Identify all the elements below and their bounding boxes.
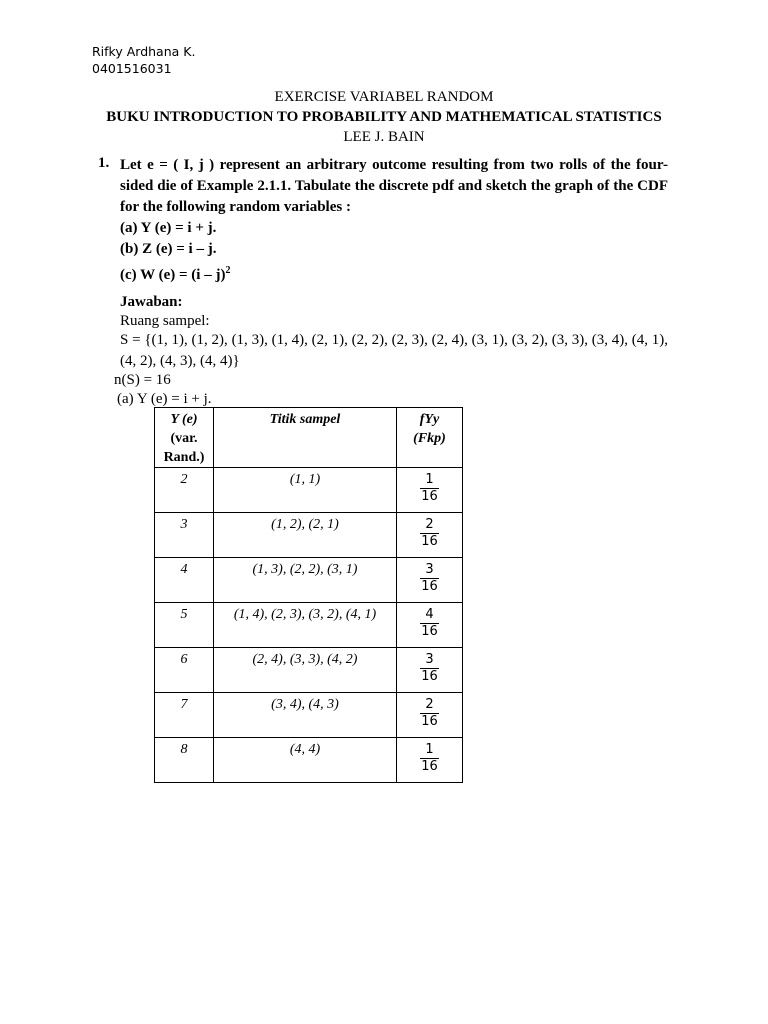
book-author: LEE J. BAIN <box>343 129 425 145</box>
cell-pdf: $\frac{3}{16}$ <box>397 558 463 603</box>
cell-pdf: $\frac{4}{16}$ <box>397 603 463 648</box>
header-pdf: fYy (Fkp) <box>397 408 463 468</box>
table-row <box>155 738 463 783</box>
question-part-a: (a) Y (e) = i + j. <box>120 220 217 236</box>
table-row <box>155 468 463 513</box>
question-number: 1. <box>98 155 110 171</box>
table-header-row <box>155 408 463 468</box>
cell-y: 6 <box>155 648 214 693</box>
cell-points: (4, 4) <box>214 738 397 783</box>
cell-y: 2 <box>155 468 214 513</box>
answer-label: Jawaban: <box>120 294 183 310</box>
cell-pdf: $\frac{3}{16}$ <box>397 648 463 693</box>
cell-y: 4 <box>155 558 214 603</box>
cell-y: 3 <box>155 513 214 558</box>
table-row <box>155 693 463 738</box>
cell-pdf: $\frac{2}{16}$ <box>397 693 463 738</box>
cell-points: (1, 4), (2, 3), (3, 2), (4, 1) <box>214 603 397 648</box>
cell-y: 5 <box>155 603 214 648</box>
cell-points: (1, 1) <box>214 468 397 513</box>
book-title: BUKU INTRODUCTION TO PROBABILITY AND MATHEMATICAL STATISTICS <box>106 109 662 125</box>
question-part-c: (c) W (e) = (i – j)$^2$ <box>120 265 231 283</box>
cell-points: (1, 2), (2, 1) <box>214 513 397 558</box>
cell-points: (3, 4), (4, 3) <box>214 693 397 738</box>
table-row <box>155 603 463 648</box>
question-text: Let e = ( I, j ) represent an arbitrary outcome resulting from two rolls of the four-sided die of Example 2.1.1. Tabulate the discrete pdf and sketch the graph of the CDF for the following random variables : <box>120 157 668 215</box>
cell-pdf: $\frac{1}{16}$ <box>397 468 463 513</box>
sample-space: S = {(1, 1), (1, 2), (1, 3), (1, 4), (2, 1), (2, 2), (2, 3), (2, 4), (3, 1), (3, 2), (3, 3), (3, 4), (4, 1), (4, 2), (4, 3), (4, 4)} <box>120 332 668 369</box>
table-row <box>155 648 463 693</box>
sample-space-size: n(S) = 16 <box>114 372 171 388</box>
cell-pdf: $\frac{2}{16}$ <box>397 513 463 558</box>
cell-y: 7 <box>155 693 214 738</box>
cell-pdf: $\frac{1}{16}$ <box>397 738 463 783</box>
table-row <box>155 513 463 558</box>
table-row <box>155 558 463 603</box>
author-id: 0401516031 <box>92 61 172 76</box>
author-name: Rifky Ardhana K. <box>92 44 196 59</box>
question-part-b: (b) Z (e) = i – j. <box>120 241 217 257</box>
document-title: EXERCISE VARIABEL RANDOM <box>274 89 494 105</box>
header-sample-points: Titik sampel <box>214 408 397 468</box>
cell-points: (2, 4), (3, 3), (4, 2) <box>214 648 397 693</box>
pdf-table <box>154 407 463 783</box>
sample-space-label: Ruang sampel: <box>120 313 210 329</box>
cell-points: (1, 3), (2, 2), (3, 1) <box>214 558 397 603</box>
cell-y: 8 <box>155 738 214 783</box>
part-a-label: (a) Y (e) = i + j. <box>117 391 212 407</box>
header-random-variable: Y (e) (var. Rand.) <box>155 408 214 468</box>
